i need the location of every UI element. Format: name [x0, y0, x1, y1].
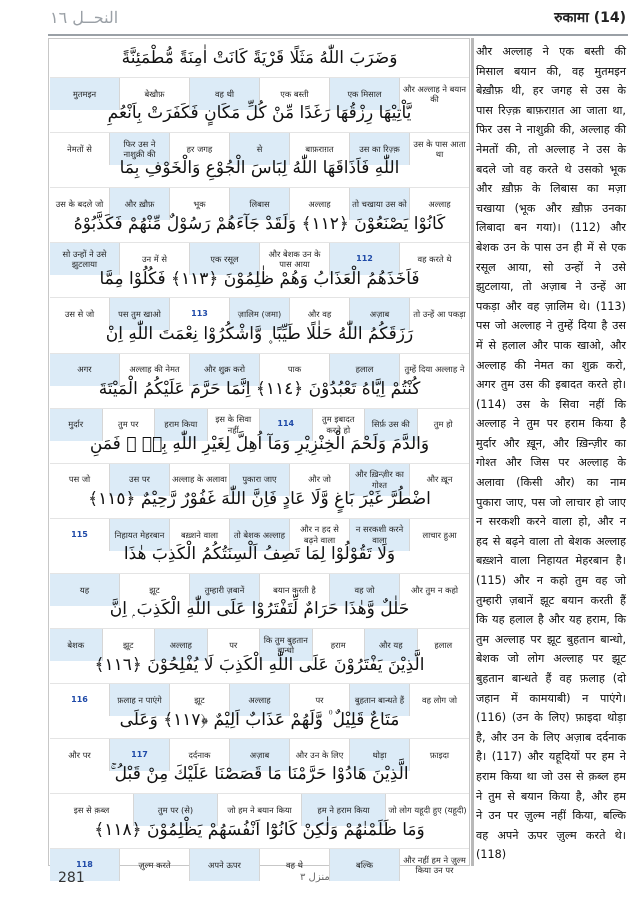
word-cell: अल्लाह: [290, 188, 350, 220]
word-cell: बयान करती है: [260, 574, 330, 606]
word-cell: पस जो: [50, 464, 110, 496]
arabic-line: فَاَخَذَهُمُ الْعَذَابُ وَهُمْ ظٰلِمُوْنَ ﴿١١٣﴾ فَكُلُوْا مِمَّا: [50, 259, 469, 298]
word-cell: तुम्हें दिया अल्लाह ने: [404, 364, 465, 375]
word-cell: जो लोग यहूदी हुए (यहूदी): [388, 805, 467, 816]
word-cell: तुम्हारी ज़बानें: [190, 574, 260, 606]
verse-number: 112: [330, 243, 400, 275]
word-cell: पर: [290, 684, 350, 716]
word-cell: उन में से: [120, 243, 190, 275]
word-cell: एक रसूल: [190, 243, 260, 275]
word-cell: उस के पास आता था: [413, 138, 466, 160]
word-cell: इस के सिवा नहीं: [208, 409, 261, 441]
word-cell: पुकारा जाए: [230, 464, 290, 496]
word-cell: भूक: [170, 188, 230, 220]
word-cell: हराम: [313, 629, 366, 661]
word-cell: हराम किया: [155, 409, 208, 441]
word-cell: अगर: [50, 354, 120, 386]
word-cell: तुम हो: [433, 419, 453, 430]
word-cell: बाफ़राग़त: [290, 133, 350, 165]
word-cell: थोड़ा: [350, 739, 410, 771]
page-number: 281: [58, 870, 85, 886]
word-cell: और पर: [50, 739, 110, 771]
word-cell: उस के बदले जो: [50, 188, 110, 220]
word-cell: वह लोग जो: [421, 694, 458, 705]
word-cell: और जो: [290, 464, 350, 496]
word-cell: वह थे: [260, 849, 330, 881]
word-cell: फिर उस ने नाशुक्री की: [110, 133, 170, 165]
word-cell: अल्लाह: [230, 684, 290, 716]
arabic-line: وَالدَّمَ وَلَحْمَ الْخِنْزِيْرِ وَمَآ اُهِلَّ لِغَيْرِ اللّٰهِ بِهٖ ۚ فَمَنِ: [50, 425, 469, 464]
column-separator: [471, 38, 474, 866]
word-cell: तुम पर: [103, 409, 156, 441]
translation-panel: [476, 42, 626, 864]
word-cell: और ख़ून: [426, 474, 453, 485]
word-cell: बुहतान बान्धते हैं: [350, 684, 410, 716]
arabic-line: وَضَرَبَ اللّٰهُ مَثَلًا قَرْيَةً كَانَتْ اٰمِنَةً مُّطْمَئِنَّةً: [50, 39, 469, 78]
word-cell: अपने ऊपर: [190, 849, 260, 881]
word-cell: हलाल: [434, 639, 453, 650]
word-cell: हम ने हराम किया: [302, 794, 386, 826]
header-divider: [48, 34, 628, 36]
word-cell: तो उन्हें आ पकड़ा: [413, 309, 466, 320]
word-cell: और शुक्र करो: [190, 354, 260, 386]
verse-number: 116: [50, 684, 110, 716]
word-cell: उस से जो: [50, 298, 110, 330]
word-cell: तुम इबादत करते हो: [313, 409, 366, 441]
arabic-line: كُنْتُمْ اِيَّاهُ تَعْبُدُوْنَ ﴿١١٤﴾ اِنَّمَا حَرَّمَ عَلَيْكُمُ الْمَيْتَةَ: [50, 370, 469, 409]
word-cell: पस तुम खाओ: [110, 298, 170, 330]
arabic-line: اضْطُرَّ غَيْرَ بَاغٍ وَّلَا عَادٍ فَاِنَّ اللّٰهَ غَفُوْرٌ رَّحِيْمٌ ﴿١١٥﴾: [50, 480, 469, 519]
word-cell: अल्लाह के अलावा: [170, 464, 230, 496]
word-cell: और ख़ौफ़: [110, 188, 170, 220]
word-cell: झूट: [120, 574, 190, 606]
word-cell: बख़्शने वाला: [170, 519, 230, 551]
word-cell: और नहीं हम ने ज़ुल्म किया उन पर: [403, 854, 466, 876]
arabic-line: رَزَقَكُمُ اللّٰهُ حَلٰلًا طَيِّبًا ۪ وَّاشْكُرُوْا نِعْمَتَ اللّٰهِ اِنْ: [50, 315, 469, 354]
arabic-line: كَانُوْا يَصْنَعُوْنَ ﴿١١٢﴾ وَلَقَدْ جَآءَهُمْ رَسُوْلٌ مِّنْهُمْ فَكَذَّبُوْهُ: [50, 204, 469, 243]
word-cell: इस से क़ब्ल: [50, 794, 134, 826]
word-cell: कि तुम बुहतान बान्धो: [260, 629, 313, 661]
verse-number: 113: [170, 298, 230, 330]
word-cell: और वह: [290, 298, 350, 330]
word-cell: और न हद से बढ़ने वाला: [290, 519, 350, 551]
word-cell: अज़ाब: [350, 298, 410, 330]
word-cell: ज़ुल्म करते: [120, 849, 190, 881]
page-title: रुकामा (14): [554, 10, 626, 26]
word-cell: हर जगह: [170, 133, 230, 165]
word-cell: तो चखाया उस को: [350, 188, 410, 220]
verse-number: 114: [260, 409, 313, 441]
word-cell: पर: [208, 629, 261, 661]
verse-number: 117: [110, 739, 170, 771]
arabic-line: حَلٰلٌ وَّهٰذَا حَرَامٌ لِّتَفْتَرُوْا عَلَى اللّٰهِ الْكَذِبَ ۭ اِنَّ: [50, 590, 469, 629]
word-cell: अल्लाह की नेमत: [120, 354, 190, 386]
word-cell: तुम पर (से): [134, 794, 218, 826]
word-cell: एक मिसाल: [330, 78, 400, 110]
word-cell: सिर्फ़ उस की: [365, 409, 418, 441]
word-cell: निहायत मेहरबान: [110, 519, 170, 551]
manzil-label: منزل ٣: [300, 872, 330, 883]
arabic-line: الَّذِيْنَ يَفْتَرُوْنَ عَلَى اللّٰهِ الْكَذِبَ لَا يُفْلِحُوْنَ ﴿١١٦﴾: [50, 645, 469, 684]
word-cell: झूट: [103, 629, 156, 661]
word-cell: और अल्लाह ने बयान की: [403, 83, 466, 104]
word-cell: एक बस्ती: [260, 78, 330, 110]
verse-number: 118: [50, 849, 120, 881]
word-cell: मुतमइन: [50, 78, 120, 110]
verse-block: [50, 810, 469, 881]
arabic-line: اللّٰهِ فَاَذَاقَهَا اللّٰهُ لِبَاسَ الْجُوْعِ وَالْخَوْفِ بِمَا: [50, 149, 469, 188]
word-cell: यह: [50, 574, 120, 606]
arabic-line: وَمَا ظَلَمْنٰهُمْ وَلٰكِنْ كَانُوْٓا اَنْفُسَهُمْ يَظْلِمُوْنَ ﴿١١٨﴾: [50, 810, 469, 849]
word-cell: फ़ाइदा: [429, 749, 450, 760]
word-cell: तो बेशक अल्लाह: [230, 519, 290, 551]
word-cell: जो हम ने बयान किया: [218, 794, 302, 826]
word-cell: और तुम न कहो: [410, 584, 459, 595]
word-cell: और ख़िन्ज़ीर का गोश्त: [350, 464, 410, 496]
word-cell: लाचार हुआ: [422, 529, 457, 540]
verses-panel: [48, 38, 470, 876]
word-cell: वह जो: [330, 574, 400, 606]
word-cell: बल्कि: [330, 849, 400, 881]
verse-number: 115: [50, 519, 110, 551]
arabic-line: وَلَا تَقُوْلُوْا لِمَا تَصِفُ اَلْسِنَتُكُمُ الْكَذِبَ هٰذَا: [50, 535, 469, 574]
word-cell: अल्लाह: [428, 198, 451, 209]
word-cell: हलाल: [330, 354, 400, 386]
word-cell: लिबास: [230, 188, 290, 220]
word-cell: दर्दनाक: [170, 739, 230, 771]
word-cell: बेशक: [50, 629, 103, 661]
word-cell: उस पर: [110, 464, 170, 496]
word-cell: उस का रिज़्क़: [350, 133, 410, 165]
word-cell: फ़लाह न पाएंगे: [110, 684, 170, 716]
word-cell: और बेशक उन के पास आया: [260, 243, 330, 275]
word-cell: पाक: [260, 354, 330, 386]
word-cell: झूट: [170, 684, 230, 716]
word-cell: सो उन्हों ने उसे झुटलाया: [50, 243, 120, 275]
word-cell: न सरकशी करने वाला: [350, 519, 410, 551]
word-cell: वह करते थे: [417, 254, 452, 265]
word-cell: और उन के लिए: [290, 739, 350, 771]
surah-header: النحــل ١٦: [50, 8, 119, 27]
arabic-line: الَّذِيْنَ هَادُوْا حَرَّمْنَا مَا قَصَصْنَا عَلَيْكَ مِنْ قَبْلُ ۚ: [50, 755, 469, 794]
word-cell: नेमतों से: [50, 133, 110, 165]
word-translation-row: [50, 849, 469, 881]
word-cell: से: [230, 133, 290, 165]
translation-text: और अल्लाह ने एक बस्ती की मिसाल बयान की, वह मुतमइन बेख़ौफ़ थी, हर जगह से उस के पास रिज़्क़ बाफ़राग़त आ जाता था, फिर उस ने नाशुक्री की, अल्लाह की नेमतों की, तो अल्लाह ने उस के बदले जो वह करते थे उसको भूक और ख़ौफ़ के लिबास का मज़ा चखाया (भूक और ख़ौफ़ उनका लिबादा बन गया)। (112) और बेशक उन के पास उन ही में से एक रसूल आया, सो उन्हों ने उसे झुटलाया, तो अज़ाब ने उन्हें आ पकड़ा और वह ज़ालिम थे। (113) पस जो अल्लाह ने तुम्हें दिया है उस में से हलाल और पाक खाओ, और अल्लाह की नेमत का शुक्र करो, अगर तुम उस की इबादत करते हो। (114) उस के सिवा नहीं कि अल्लाह ने तुम पर हराम किया है मुर्दार और ख़ून, और ख़िन्ज़ीर का गोश्त और जिस पर अल्लाह के अलावा (किसी और) का नाम पुकारा जाए, पस जो लाचार हो जाए न सरकशी करने वाला हो, और न हद से बढ़ने वाला तो बेशक अल्लाह बख़्शने वाला निहायत मेहरबान है। (115) और न कहो तुम वह जो तुम्हारी ज़बानें झूट बयान करती हैं कि यह हलाल है और यह हराम, कि तुम अल्लाह पर झूट बुहतान बान्धो, बेशक जो लोग अल्लाह पर झूट बुहतान बान्धते हैं वह फ़लाह (दो जहान में कामयाबी) न पाएंगे। (116) (उन के लिए) फ़ाइदा थोड़ा है, और उन के लिए अज़ाब दर्दनाक है। (117) और यहूदियों पर हम ने हराम किया था जो उस से क़ब्ल हम ने तुम से बयान किया है, और हम ने उन पर ज़ुल्म नहीं किया, बल्कि वह अपने ऊपर ज़ुल्म करते थे। (118): [476, 45, 626, 862]
word-cell: बेखौफ़: [120, 78, 190, 110]
arabic-line: مَتَاعٌ قَلِيْلٌ ۠ وَّلَهُمْ عَذَابٌ اَلِيْمٌ ﴿١١٧﴾ وَعَلَى: [50, 700, 469, 739]
word-cell: ज़ालिम (जमा): [230, 298, 290, 330]
word-cell: अल्लाह: [155, 629, 208, 661]
word-cell: मुर्दार: [50, 409, 103, 441]
word-cell: अज़ाब: [230, 739, 290, 771]
word-cell: और यह: [365, 629, 418, 661]
word-cell: वह थी: [190, 78, 260, 110]
arabic-line: يَّاْتِيْهَا رِزْقُهَا رَغَدًا مِّنْ كُلِّ مَكَانٍ فَكَفَرَتْ بِاَنْعُمِ: [50, 94, 469, 133]
